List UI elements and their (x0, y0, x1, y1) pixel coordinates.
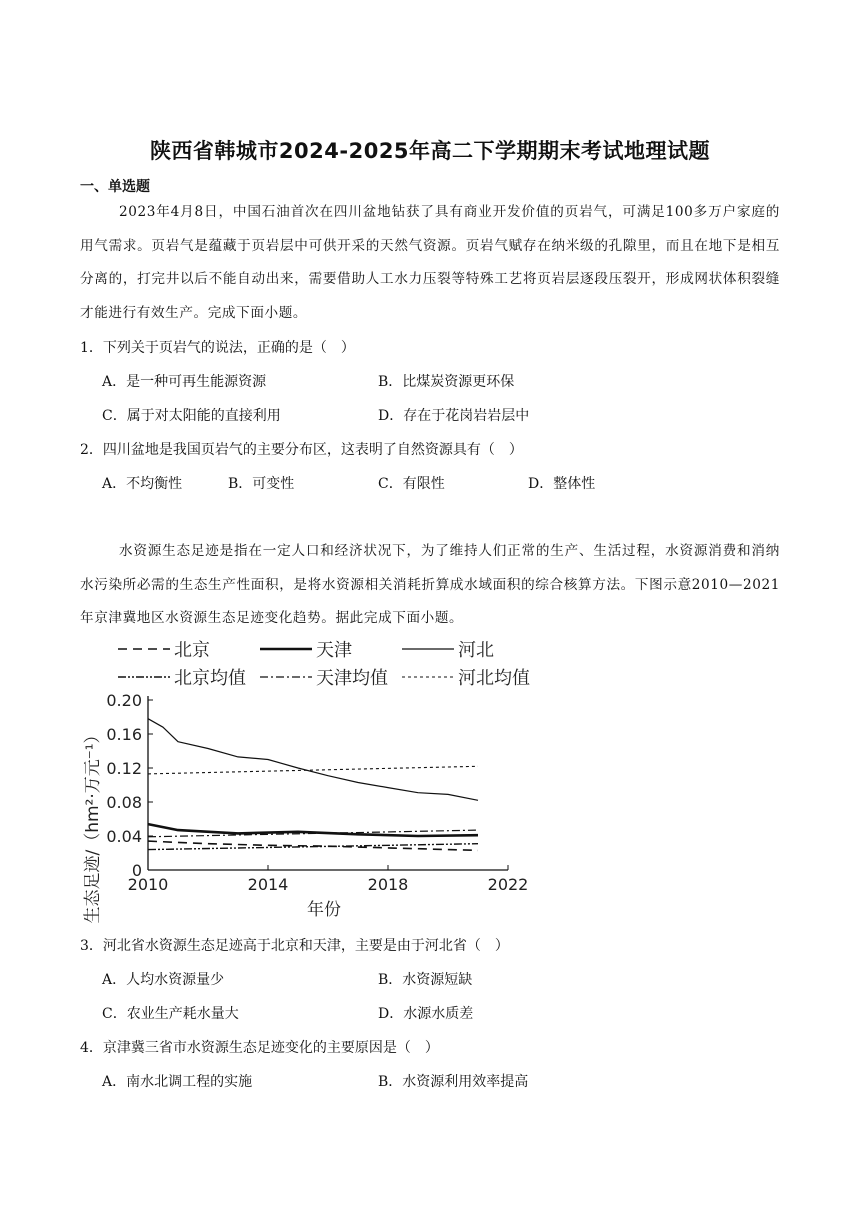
y-tick-label: 0.08 (106, 793, 142, 812)
passage-shale-gas: 2023年4月8日，中国石油首次在四川盆地钻获了具有商业开发价值的页岩气，可满足100多万户家庭的用气需求。页岩气是蕴藏于页岩层中可供开采的天然气资源。页岩气赋存在纳米级的孔隙里，而且在地下是相互分离的，打完井以后不能自动出来，需要借助人工水力压裂等特殊工艺将页岩层逐段压裂开，形成网状体积裂缝才能进行有效生产。完成下面小题。 (80, 204, 780, 321)
chart-legend (118, 640, 530, 689)
series-line-tianjin (148, 824, 478, 836)
x-axis-label: 年份 (307, 900, 341, 920)
series-line-beijing (148, 841, 478, 850)
question-2-option-d: D．整体性 (528, 476, 596, 492)
y-tick-label: 0 (131, 861, 142, 880)
legend-label-beijing: 北京 (174, 640, 210, 661)
question-1-option-a: A．是一种可再生能源资源 (102, 374, 267, 390)
question-2-option-a: A．不均衡性 (102, 476, 183, 492)
legend-label-beijing-mean: 北京均值 (174, 668, 246, 689)
question-1-stem: 1．下列关于页岩气的说法，正确的是（ ） (80, 340, 355, 356)
x-tick-label: 2014 (247, 875, 289, 894)
x-tick-label: 2022 (487, 875, 529, 894)
section-heading: 一、单选题 (80, 179, 150, 195)
question-4-option-b: B．水资源利用效率提高 (378, 1074, 529, 1090)
question-3-option-b: B．水资源短缺 (378, 972, 473, 988)
y-tick-label: 0.16 (106, 725, 142, 744)
y-tick-label: 0.04 (106, 827, 142, 846)
question-4-stem: 4．京津冀三省市水资源生态足迹变化的主要原因是（ ） (80, 1040, 439, 1056)
water-footprint-chart (80, 635, 540, 925)
y-tick-label: 0.20 (106, 691, 142, 710)
chart-series (148, 719, 478, 851)
question-1-option-b: B．比煤炭资源更环保 (378, 374, 515, 390)
question-1-option-c: C．属于对太阳能的直接利用 (102, 408, 281, 424)
legend-label-hebei: 河北 (458, 640, 494, 661)
question-2-option-b: B．可变性 (228, 476, 295, 492)
series-line-beijing-mean (148, 844, 478, 850)
page-title: 陕西省韩城市2024-2025年高二下学期期末考试地理试题 (149, 139, 711, 163)
question-1-option-d: D．存在于花岗岩岩层中 (378, 408, 530, 424)
question-2-stem: 2．四川盆地是我国页岩气的主要分布区，这表明了自然资源具有（ ） (80, 442, 523, 458)
legend-label-tianjin-mean: 天津均值 (316, 668, 388, 689)
question-2-option-c: C．有限性 (378, 476, 445, 492)
series-line-hebei-mean (148, 766, 478, 774)
y-axis-label: 生态足迹/（hm²·万元⁻¹） (83, 726, 103, 924)
question-3-option-c: C．农业生产耗水量大 (102, 1006, 239, 1022)
series-line-hebei (148, 719, 478, 801)
legend-label-hebei-mean: 河北均值 (458, 668, 530, 689)
chart-axes (106, 691, 528, 894)
question-3-stem: 3．河北省水资源生态足迹高于北京和天津，主要是由于河北省（ ） (80, 938, 509, 954)
legend-label-tianjin: 天津 (316, 640, 352, 661)
passage-water-footprint: 水资源生态足迹是指在一定人口和经济状况下，为了维持人们正常的生产、生活过程，水资源消费和消纳水污染所必需的生态生产性面积，是将水资源相关消耗折算成水域面积的综合核算方法。下图示意2010—2021年京津冀地区水资源生态足迹变化趋势。据此完成下面小题。 (80, 543, 780, 626)
question-3-option-d: D．水源水质差 (378, 1006, 474, 1022)
x-tick-label: 2010 (127, 875, 169, 894)
x-tick-label: 2018 (367, 875, 409, 894)
question-3-option-a: A．人均水资源量少 (102, 972, 225, 988)
question-4-option-a: A．南水北调工程的实施 (102, 1074, 253, 1090)
y-tick-label: 0.12 (106, 759, 142, 778)
